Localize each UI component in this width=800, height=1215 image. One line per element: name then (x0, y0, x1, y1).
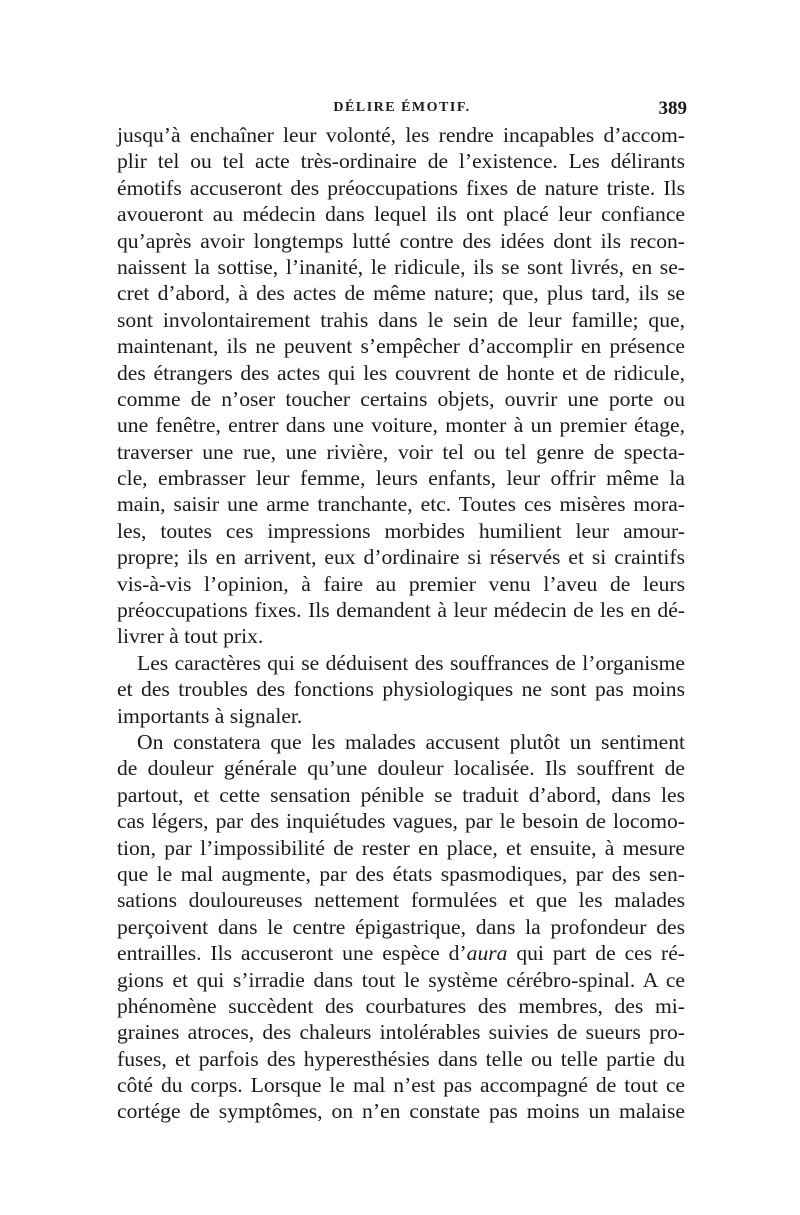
text-line-aura (117, 940, 685, 966)
text-line: livrer à tout prix. (117, 624, 264, 649)
text-line: émotifs accuseront des préoccupations fixes de nature triste. Ils (117, 175, 685, 200)
text-segment: qui part de ces ré- (507, 941, 685, 966)
text-line: tion, par l’impossibilité de rester en place, et ensuite, à mesure (117, 835, 685, 860)
text-line: comme de n’oser toucher certains objets, ouvrir une porte ou (117, 386, 685, 411)
text-line: gions et qui s’irradie dans tout le système cérébro-spinal. A ce (117, 967, 685, 992)
text-line: phénomène succèdent des courbatures des membres, des mi- (117, 993, 685, 1018)
text-line: importants à signaler. (117, 703, 303, 728)
page-number: 389 (658, 98, 687, 119)
text-line: cret d’abord, à des actes de même nature; que, plus tard, ils se (117, 281, 685, 306)
text-line: On constatera que les malades accusent plutôt un sentiment (137, 729, 685, 754)
text-line: graines atroces, des chaleurs intolérables suivies de sueurs pro- (117, 1020, 685, 1045)
text-line: cle, embrasser leur femme, leurs enfants, leur offrir même la (117, 466, 685, 491)
body-text (117, 122, 685, 1125)
text-line: cas légers, par des inquiétudes vagues, par le besoin de locomo- (117, 809, 685, 834)
text-line: perçoivent dans le centre épigastrique, dans la profondeur des (117, 914, 685, 939)
text-line: vis-à-vis l’opinion, à faire au premier venu l’aveu de leurs (117, 571, 685, 596)
text-line: qu’après avoir longtemps lutté contre des idées dont ils recon- (117, 228, 685, 253)
text-line: de douleur générale qu’une douleur localisée. Ils souffrent de (117, 756, 685, 781)
text-line: jusqu’à enchaîner leur volonté, les rendre incapables d’accom- (117, 123, 685, 147)
text-line: traverser une rue, une rivière, voir tel ou tel genre de specta- (117, 439, 685, 464)
text-line: propre; ils en arrivent, eux d’ordinaire si réservés et si craintifs (117, 545, 685, 570)
running-header (117, 98, 687, 122)
text-line: sont involontairement trahis dans le sein de leur famille; que, (117, 307, 685, 332)
text-line: fuses, et parfois des hyperesthésies dans telle ou telle partie du (117, 1046, 685, 1071)
text-line: que le mal augmente, par des états spasmodiques, par des sen- (117, 861, 685, 886)
text-line: des étrangers des actes qui les couvrent de honte et de ridicule, (117, 360, 685, 385)
text-line: main, saisir une arme tranchante, etc. Toutes ces misères mora- (117, 492, 685, 517)
text-line: et des troubles des fonctions physiologiques ne sont pas moins (117, 677, 685, 702)
text-line: partout, et cette sensation pénible se traduit d’abord, dans les (117, 782, 685, 807)
text-line: les, toutes ces impressions morbides humilient leur amour- (117, 518, 685, 543)
text-segment: entrailles. Ils accuseront une espèce d’ (117, 941, 467, 966)
text-line: avoueront au médecin dans lequel ils ont placé leur confiance (117, 202, 685, 227)
text-line: cortége de symptômes, on n’en constate pas moins un malaise (117, 1099, 685, 1124)
text-line: une fenêtre, entrer dans une voiture, monter à un premier étage, (117, 413, 685, 438)
text-line: naissent la sottise, l’inanité, le ridicule, ils se sont livrés, en se- (117, 254, 685, 279)
text-line: préoccupations fixes. Ils demandent à leur médecin de les en dé- (117, 598, 685, 623)
running-title: DÉLIRE ÉMOTIF. (333, 100, 471, 115)
text-line: sations douloureuses nettement formulées et que les malades (117, 888, 685, 913)
text-line: plir tel ou tel acte très-ordinaire de l’existence. Les délirants (117, 149, 685, 174)
text-line: côté du corps. Lorsque le mal n’est pas accompagné de tout ce (117, 1073, 685, 1098)
text-line: maintenant, ils ne peuvent s’empêcher d’accomplir en présence (117, 334, 685, 359)
text-line: Les caractères qui se déduisent des souffrances de l’organisme (137, 650, 685, 675)
italic-word: aura (466, 941, 508, 966)
